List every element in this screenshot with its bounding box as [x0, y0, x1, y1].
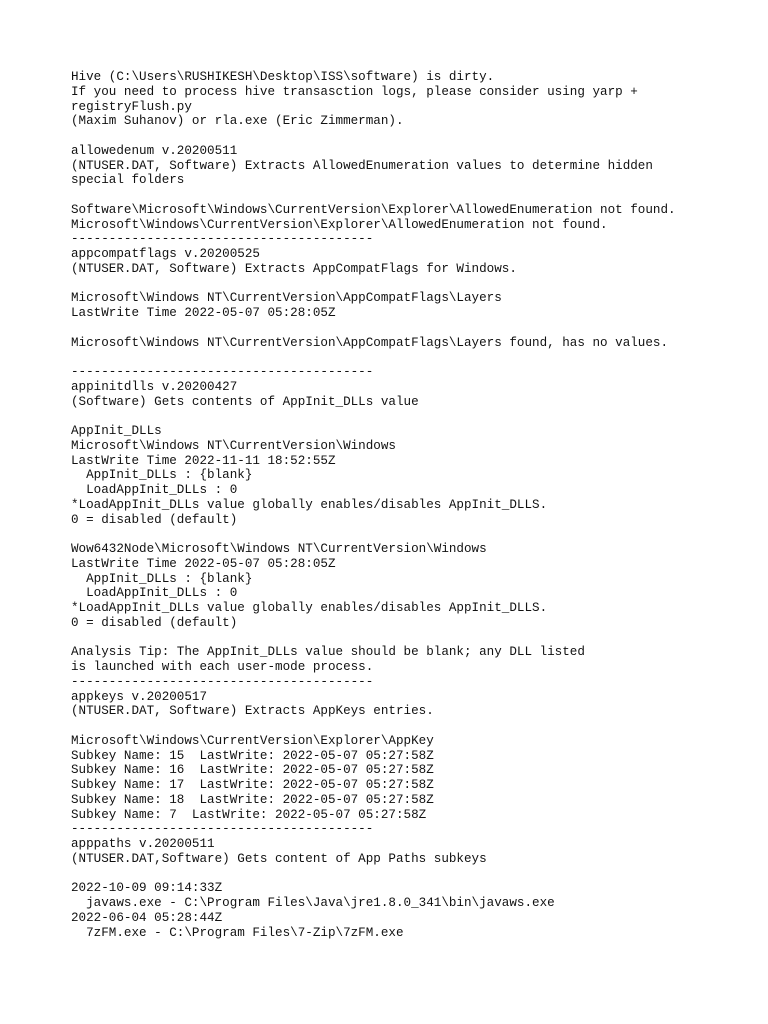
blank-line: [71, 350, 761, 365]
app-path-entry: 7zFM.exe - C:\Program Files\7-Zip\7zFM.exe: [71, 925, 404, 940]
text-line: registryFlush.py: [71, 99, 192, 114]
blank-line: [71, 719, 761, 734]
app-path-entry: javaws.exe - C:\Program Files\Java\jre1.8.0_341\bin\javaws.exe: [71, 896, 555, 910]
blank-line: [71, 867, 761, 882]
registry-value: LoadAppInit_DLLs : 0: [71, 483, 238, 497]
plugin-header: appinitdlls v.20200427: [71, 379, 238, 394]
plugin-header: appkeys v.20200517: [71, 689, 208, 704]
plugin-description: (NTUSER.DAT, Software) Extracts AllowedEnumeration values to determine hidden: [71, 158, 653, 173]
text-line: AppInit_DLLs: [71, 424, 162, 438]
text-line: If you need to process hive transasction logs, please consider using yarp +: [71, 84, 638, 99]
note-line: 0 = disabled (default): [71, 512, 238, 527]
text-line: Software\Microsoft\Windows\CurrentVersion\Explorer\AllowedEnumeration not found.: [71, 202, 676, 217]
document-text: [71, 70, 761, 940]
blank-line: [71, 277, 761, 292]
blank-line: [71, 129, 761, 144]
registry-value: AppInit_DLLs : {blank}: [71, 468, 253, 483]
plugin-header: apppaths v.20200511: [71, 837, 215, 851]
registry-key-path: Microsoft\Windows NT\CurrentVersion\Windows: [71, 438, 396, 453]
lastwrite-time: LastWrite Time 2022-05-07 05:28:05Z: [71, 306, 336, 320]
note-line: *LoadAppInit_DLLs value globally enables/disables AppInit_DLLS.: [71, 497, 548, 512]
section-separator: ----------------------------------------: [71, 674, 374, 689]
note-line: *LoadAppInit_DLLs value globally enables/disables AppInit_DLLS.: [71, 601, 548, 615]
plugin-description: (NTUSER.DAT, Software) Extracts AppKeys entries.: [71, 704, 434, 719]
subkey-entry: Subkey Name: 15 LastWrite: 2022-05-07 05:27:58Z: [71, 748, 434, 763]
timestamp-line: 2022-10-09 09:14:33Z: [71, 881, 223, 896]
plugin-description: (Software) Gets contents of AppInit_DLLs value: [71, 394, 419, 409]
analysis-tip: is launched with each user-mode process.: [71, 660, 374, 674]
plugin-description: (NTUSER.DAT, Software) Extracts AppCompatFlags for Windows.: [71, 261, 517, 276]
registry-value: LoadAppInit_DLLs : 0: [71, 586, 238, 601]
lastwrite-time: LastWrite Time 2022-05-07 05:28:05Z: [71, 556, 336, 571]
blank-line: [71, 409, 761, 424]
section-separator: ----------------------------------------: [71, 365, 374, 379]
registry-key-path: Microsoft\Windows NT\CurrentVersion\AppCompatFlags\Layers: [71, 291, 502, 306]
blank-line: [71, 527, 761, 542]
registry-value: AppInit_DLLs : {blank}: [71, 571, 253, 586]
registry-key-path: Microsoft\Windows\CurrentVersion\Explorer\AppKey: [71, 733, 434, 748]
analysis-tip: Analysis Tip: The AppInit_DLLs value should be blank; any DLL listed: [71, 645, 585, 660]
plugin-header: allowedenum v.20200511: [71, 143, 238, 158]
subkey-entry: Subkey Name: 16 LastWrite: 2022-05-07 05:27:58Z: [71, 763, 434, 778]
subkey-entry: Subkey Name: 17 LastWrite: 2022-05-07 05:27:58Z: [71, 778, 434, 792]
section-separator: ----------------------------------------: [71, 822, 374, 837]
plugin-description: special folders: [71, 173, 185, 188]
blank-line: [71, 188, 761, 203]
text-line: Hive (C:\Users\RUSHIKESH\Desktop\ISS\software) is dirty.: [71, 70, 495, 84]
text-line: Microsoft\Windows\CurrentVersion\Explorer\AllowedEnumeration not found.: [71, 217, 608, 232]
blank-line: [71, 631, 761, 646]
timestamp-line: 2022-06-04 05:28:44Z: [71, 910, 223, 925]
text-line: Microsoft\Windows NT\CurrentVersion\AppCompatFlags\Layers found, has no values.: [71, 335, 669, 350]
note-line: 0 = disabled (default): [71, 615, 238, 630]
text-line: (Maxim Suhanov) or rla.exe (Eric Zimmerman).: [71, 114, 404, 129]
plugin-header: appcompatflags v.20200525: [71, 247, 260, 261]
lastwrite-time: LastWrite Time 2022-11-11 18:52:55Z: [71, 453, 336, 468]
blank-line: [71, 321, 761, 336]
plugin-description: (NTUSER.DAT,Software) Gets content of App Paths subkeys: [71, 851, 487, 866]
section-separator: ----------------------------------------: [71, 232, 374, 247]
subkey-entry: Subkey Name: 7 LastWrite: 2022-05-07 05:27:58Z: [71, 807, 427, 822]
registry-key-path: Wow6432Node\Microsoft\Windows NT\CurrentVersion\Windows: [71, 542, 487, 556]
subkey-entry: Subkey Name: 18 LastWrite: 2022-05-07 05:27:58Z: [71, 792, 434, 807]
